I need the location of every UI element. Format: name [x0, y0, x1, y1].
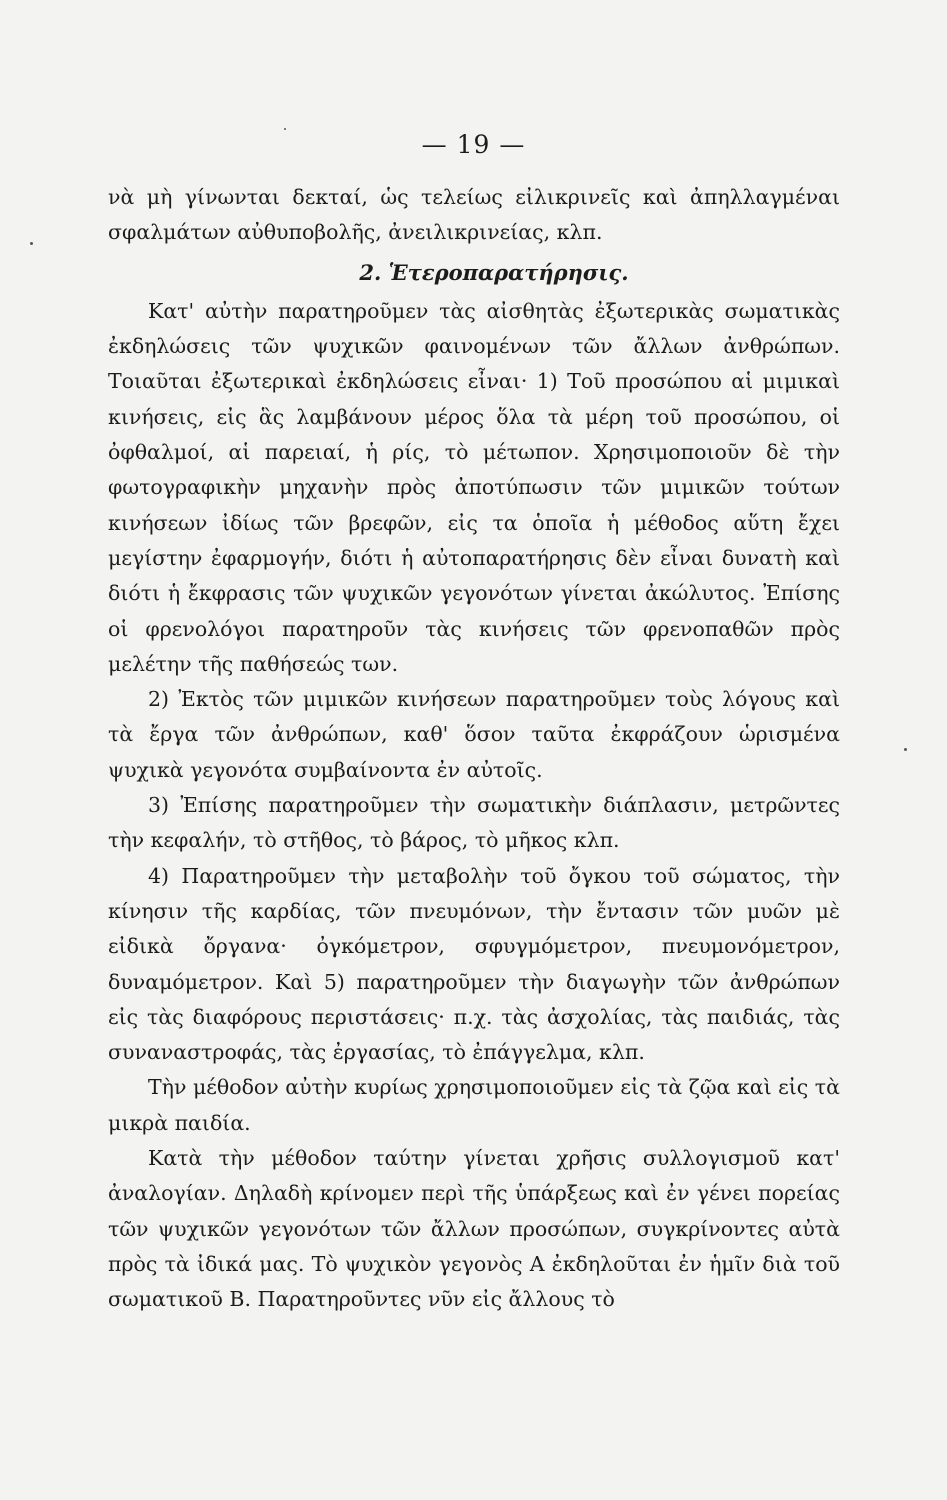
paragraph-continuation: νὰ μὴ γίνωνται δεκταί, ὡς τελείως εἰλικρινεῖς καὶ ἀπηλλαγμέναι σφαλμάτων αὐθυποβολῆς, ἀνειλικρινείας, κλπ. [108, 185, 840, 245]
scan-speck [30, 242, 33, 245]
scan-speck [904, 748, 907, 751]
page-number: — 19 — [421, 130, 526, 159]
paragraph-mimic-expressions: Κατ' αὐτὴν παρατηροῦμεν τὰς αἰσθητὰς ἐξωτερικὰς σωματικὰς ἐκδηλώσεις τῶν ψυχικῶν φαινομένων τῶν ἄλλων ἀνθρώπων. Τοιαῦται ἐξωτερικαὶ ἐκδηλώσεις εἶναι· 1) Τοῦ προσώπου αἱ μιμικαὶ κινήσεις, εἰς ἃς λαμβάνουν μέρος ὅλα τὰ μέρη τοῦ προσώπου, οἱ ὀφθαλμοί, αἱ παρειαί, ἡ ρίς, τὸ μέτωπον. Χρησιμοποιοῦν δὲ τὴν φωτογραφικὴν μηχανὴν πρὸς ἀποτύπωσιν τῶν μιμικῶν τούτων κινήσεων ἰδίως τῶν βρεφῶν, εἰς τα ὁποῖα ἡ μέθοδος αὕτη ἔχει μεγίστην ἐφαρμογήν, διότι ἡ αὐτοπαρατήρησις δὲν εἶναι δυνατὴ καὶ διότι ἡ ἔκφρασις τῶν ψυχικῶν γεγονότων γίνεται ἀκώλυτος. Ἐπίσης οἱ φρενολόγοι παρατηροῦν τὰς κινήσεις τῶν φρενοπαθῶν πρὸς μελέτην τῆς παθήσεώς των. [108, 298, 840, 676]
paragraph-body-measurement: 3) Ἐπίσης παρατηροῦμεν τὴν σωματικὴν διάπλασιν, μετρῶντες τὴν κεφαλήν, τὸ στῆθος, τὸ βάρος, τὸ μῆκος κλπ. [108, 793, 840, 853]
paragraph-words-deeds: 2) Ἐκτὸς τῶν μιμικῶν κινήσεων παρατηροῦμεν τοὺς λόγους καὶ τὰ ἔργα τῶν ἀνθρώπων, καθ' ὅσον ταῦτα ἐκφράζουν ὡρισμένα ψυχικὰ γεγονότα συμβαίνοντα ἐν αὐτοῖς. [108, 687, 840, 782]
paragraph-instruments-behavior: 4) Παρατηροῦμεν τὴν μεταβολὴν τοῦ ὄγκου τοῦ σώματος, τὴν κίνησιν τῆς καρδίας, τῶν πνευμόνων, τὴν ἔντασιν τῶν μυῶν μὲ εἰδικὰ ὄργανα· ὀγκόμετρον, σφυγμόμετρον, πνευμονόμετρον, δυναμόμετρον. Καὶ 5) παρατηροῦμεν τὴν διαγωγὴν τῶν ἀνθρώπων εἰς τὰς διαφόρους περιστάσεις· π.χ. τὰς ἀσχολίας, τὰς παιδιάς, τὰς συναναστροφάς, τὰς ἐργασίας, τὸ ἐπάγγελμα, κλπ. [108, 863, 840, 1065]
paragraph-analogy: Κατὰ τὴν μέθοδον ταύτην γίνεται χρῆσις συλλογισμοῦ κατ' ἀναλογίαν. Δηλαδὴ κρίνομεν περὶ τῆς ὑπάρξεως καὶ ἐν γένει πορείας τῶν ψυχικῶν γεγονότων τῶν ἄλλων προσώπων, συγκρίνοντες αὐτὰ πρὸς τὰ ἰδικά μας. Τὸ ψυχικὸν γεγονὸς Α ἐκδηλοῦται ἐν ἡμῖν διὰ τοῦ σωματικοῦ Β. Παρατηροῦντες νῦν εἰς ἄλλους τὸ [108, 1146, 840, 1312]
section-heading: 2. Ἑτεροπαρατήρησις. [359, 259, 629, 285]
paragraph-animals-children: Τὴν μέθοδον αὐτὴν κυρίως χρησιμοποιοῦμεν εἰς τὰ ζῷα καὶ εἰς τὰ μικρὰ παιδία. [108, 1075, 840, 1135]
scan-speck [284, 128, 286, 130]
body-text [108, 180, 840, 1318]
